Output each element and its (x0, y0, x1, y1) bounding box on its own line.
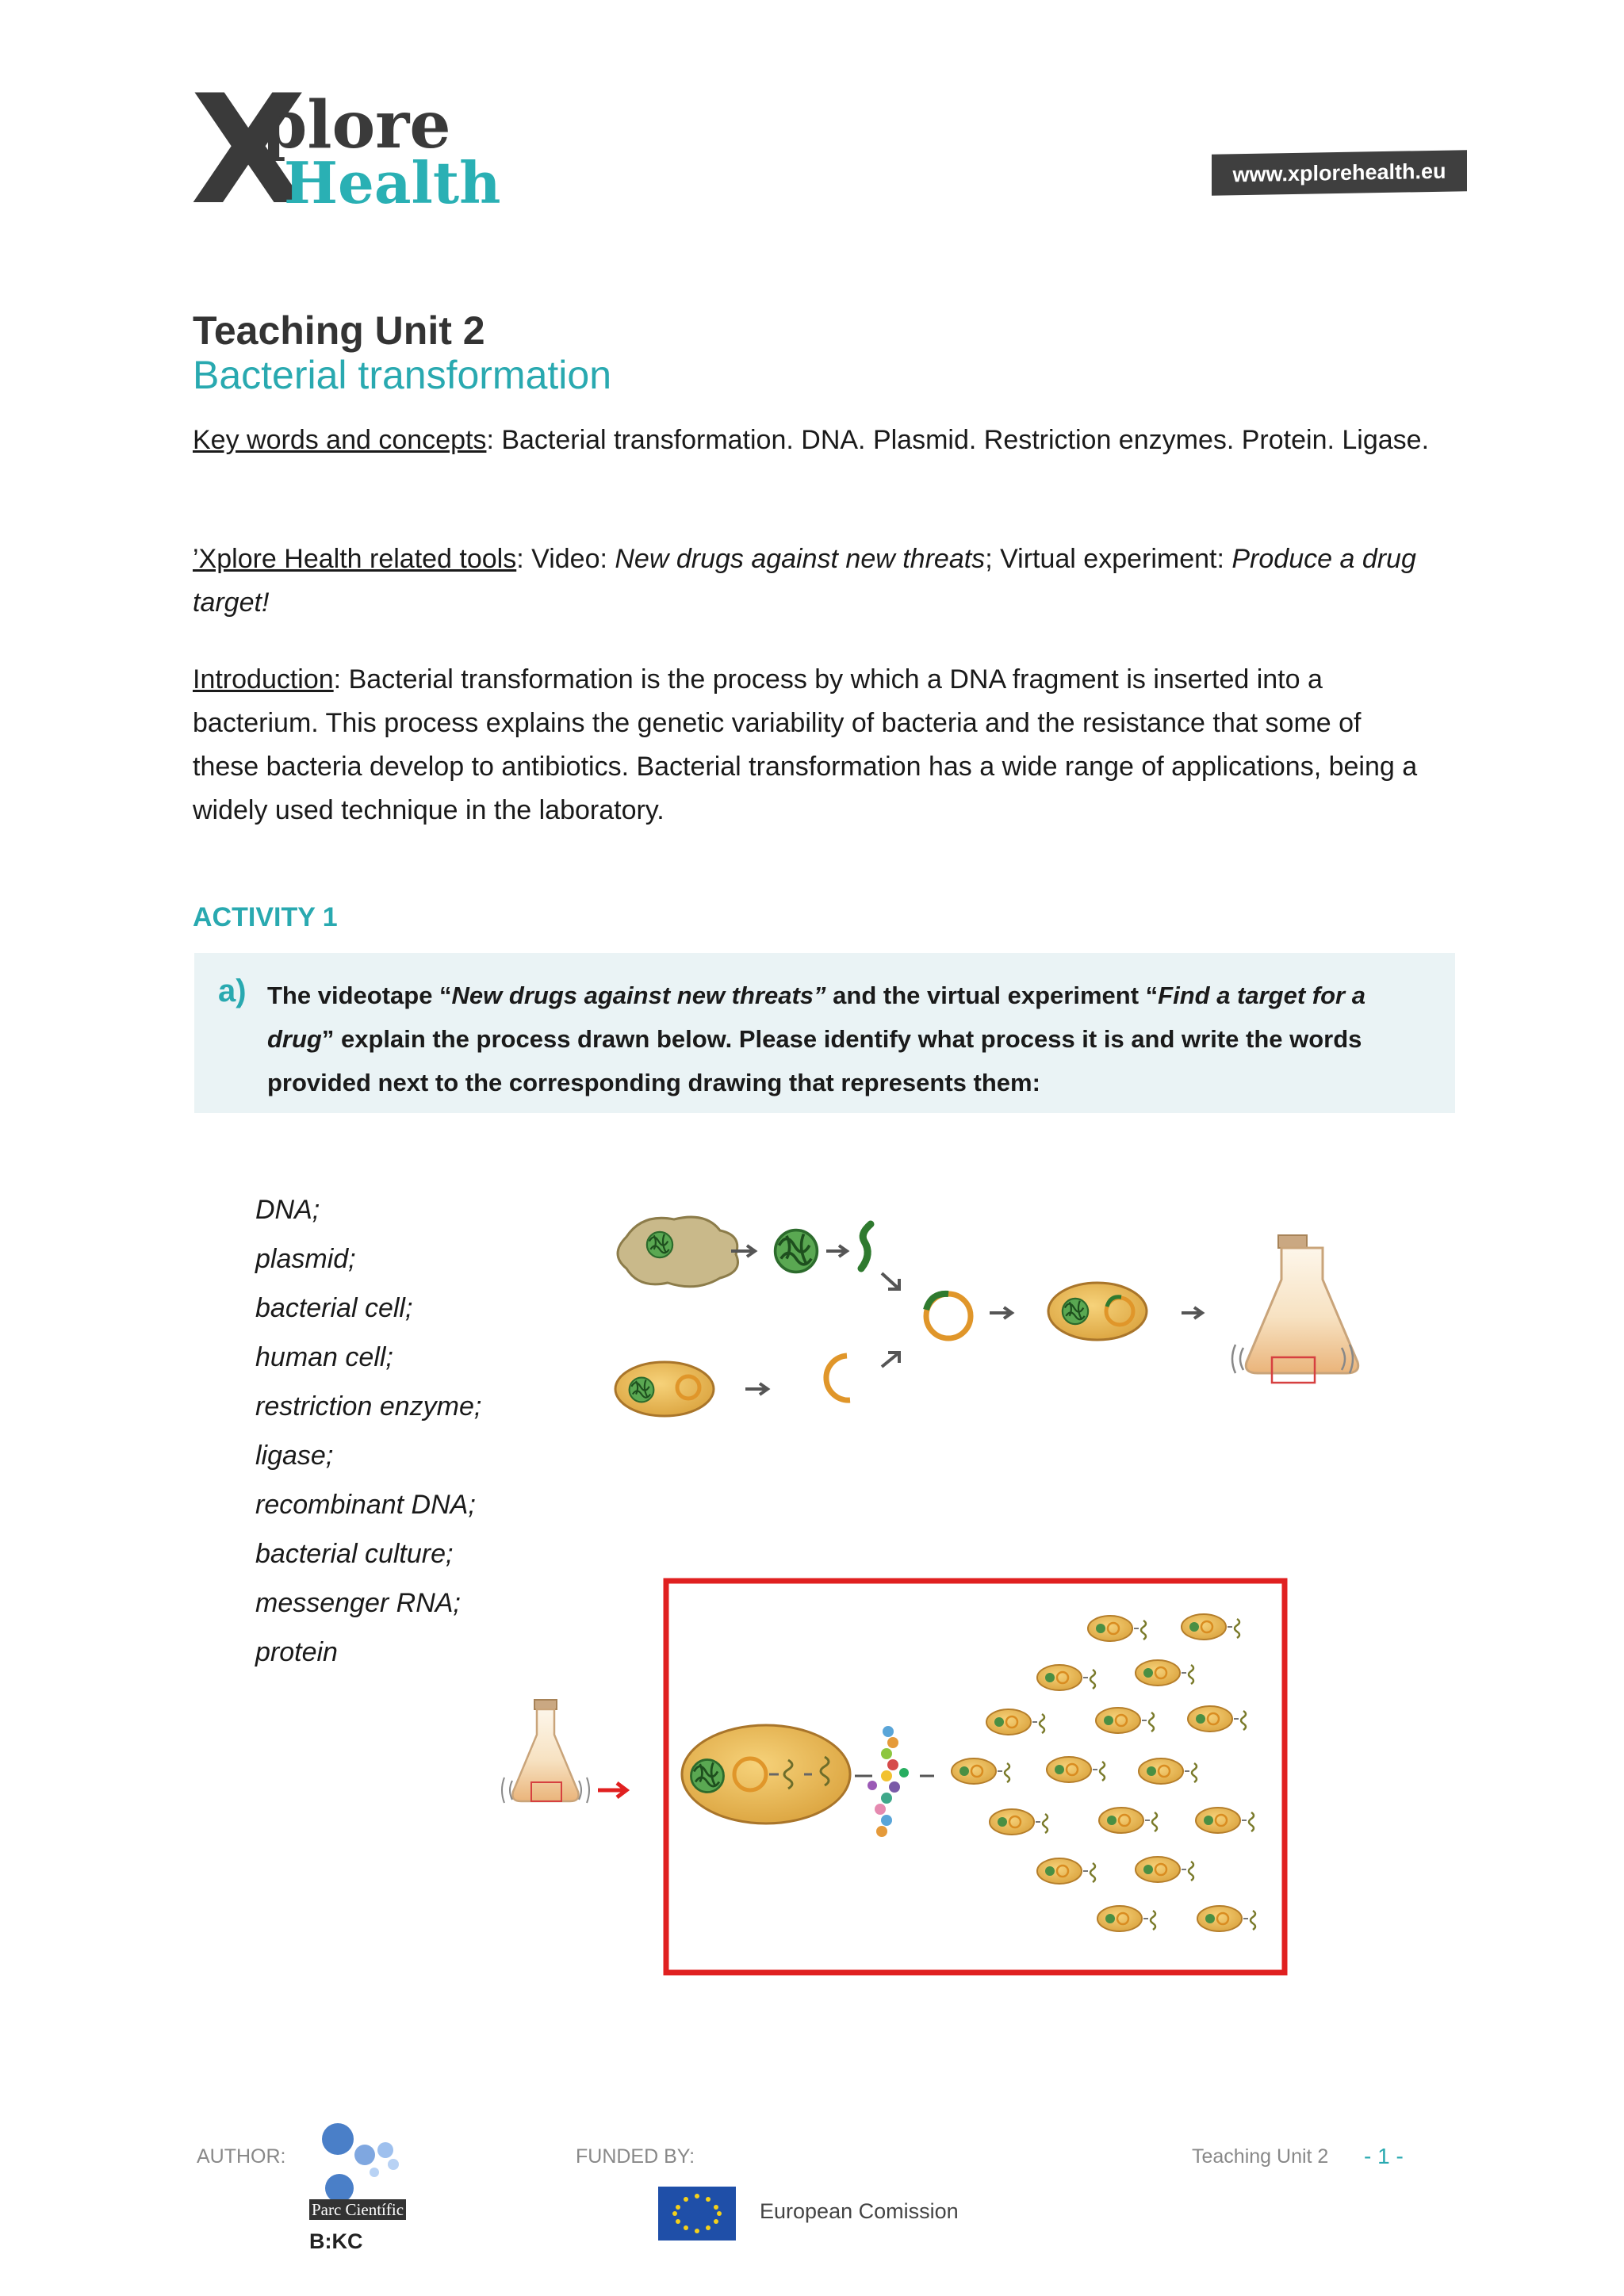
page-subtitle: Bacterial transformation (193, 353, 612, 397)
footer-author-label: AUTHOR: (197, 2145, 286, 2168)
footer-funded-label: FUNDED BY: (576, 2145, 695, 2168)
logo-x: X (190, 63, 302, 238)
bacterial-colony (952, 1614, 1255, 1931)
word-item: restriction enzyme; (255, 1391, 482, 1422)
page-title: Teaching Unit 2 (193, 308, 485, 353)
human-cell (618, 1217, 738, 1287)
bacterial-cell (615, 1362, 714, 1416)
eu-flag (658, 2187, 736, 2241)
tools-text2: ; Virtual experiment: (985, 544, 1232, 574)
question-part3: ” explain the process drawn below. Please identify what process it is and write the words provided next to the corresponding drawing that represents them: (267, 1025, 1362, 1096)
page-number: - 1 - (1364, 2144, 1404, 2168)
opened-plasmid (826, 1356, 850, 1400)
protein-chain (868, 1726, 909, 1837)
arrow-icon (990, 1307, 1012, 1318)
dna-fragment (861, 1224, 871, 1269)
culture-flask-small (502, 1700, 589, 1803)
tools-label: ’Xplore Health related tools (193, 544, 517, 574)
parc-cientific-logo: Parc Científic (309, 2199, 406, 2220)
logo-health: Health (284, 149, 501, 216)
expressing-bacterium (682, 1725, 850, 1823)
logo-plore: plore (262, 87, 451, 163)
arrow-icon (1182, 1307, 1202, 1318)
intro-text: : Bacterial transformation is the process by which a DNA fragment is inserted into a bacterium. This process explains the genetic variability of bacteria and the resistance that some of these bacteria develop to antibiotics. Bacterial transformation has a wide range of applications, being a widely used technique in the laboratory. (193, 664, 1418, 825)
tools-video: New drugs against new threats (615, 544, 986, 574)
intro-label: Introduction (193, 664, 334, 695)
ub-logo (322, 2123, 399, 2202)
arrow-icon (882, 1273, 899, 1289)
arrow-icon (745, 1383, 768, 1395)
word-item: DNA; (255, 1195, 320, 1225)
word-item: plasmid; (255, 1244, 356, 1274)
tools-experiment: Produce a drug target! (193, 544, 1416, 618)
word-item: ligase; (255, 1441, 334, 1471)
word-item: human cell; (255, 1342, 393, 1372)
question-part1: The videotape “ (267, 982, 452, 1009)
word-item: recombinant DNA; (255, 1490, 476, 1520)
keywords-text: : Bacterial transformation. DNA. Plasmid. Restriction enzymes. Protein. Ligase. (486, 425, 1430, 455)
word-item: messenger RNA; (255, 1588, 461, 1618)
word-item: bacterial culture; (255, 1539, 454, 1569)
transformed-bacterium (1048, 1283, 1147, 1340)
arrow-icon (882, 1353, 899, 1367)
dna-tangle (776, 1230, 818, 1272)
keywords-label: Key words and concepts (193, 425, 487, 455)
question-video: New drugs against new threats” (451, 982, 826, 1009)
footer-unit: Teaching Unit 2 (1192, 2145, 1329, 2168)
question-part2: and the virtual experiment “ (825, 982, 1159, 1009)
word-item: bacterial cell; (255, 1293, 413, 1323)
red-arrow-icon (598, 1783, 626, 1797)
european-commission-label: European Comission (760, 2199, 959, 2223)
arrow-icon (826, 1246, 847, 1257)
website-url-badge[interactable]: www.xplorehealth.eu (1212, 150, 1467, 196)
word-item: protein (255, 1637, 338, 1667)
question-letter: a) (218, 974, 247, 1008)
culture-flask (1232, 1235, 1358, 1383)
question-experiment: Find a target for a drug (267, 982, 1365, 1053)
tools-text1: : Video: (516, 544, 615, 574)
bkc-logo: B:KC (309, 2229, 363, 2253)
activity-heading: ACTIVITY 1 (193, 902, 338, 932)
